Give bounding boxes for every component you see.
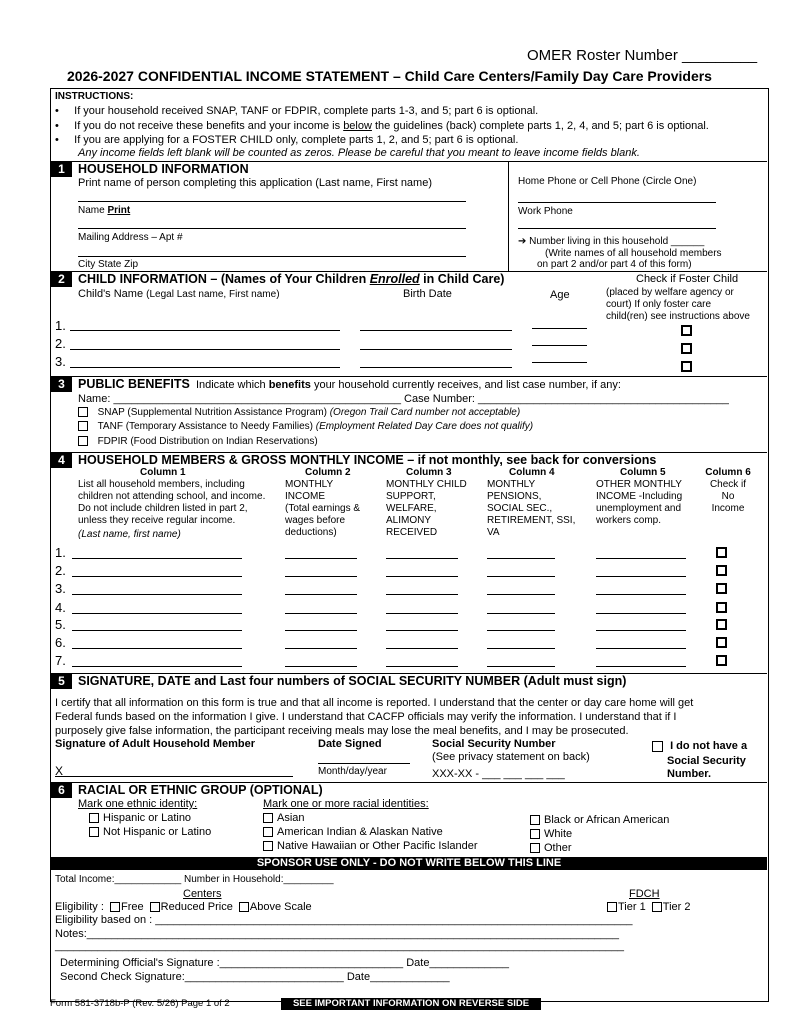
black-option[interactable] <box>530 814 669 826</box>
omer-roster-number: OMER Roster Number _________ <box>527 47 758 64</box>
col2-line-4: wages before <box>285 515 346 526</box>
foster-label-1: Check if Foster Child <box>636 273 739 285</box>
american-indian-label: American Indian & Alaskan Native <box>277 826 443 838</box>
total-income-line[interactable]: Total Income:____________ Number in Household:_________ <box>55 874 334 885</box>
income-column-5-line[interactable] <box>596 576 686 577</box>
tanf-label: TANF (Temporary Assistance to Needy Families) <box>97 421 313 432</box>
ssn-label: Social Security Number <box>432 738 556 750</box>
mailing-line[interactable] <box>78 228 466 229</box>
s2-title-post: in Child Care) <box>419 272 505 286</box>
living-text: Number living in this household ______ <box>529 236 705 247</box>
col1-line-2: children not attending school, and income. <box>78 491 266 502</box>
tier-2-label: Tier 2 <box>662 901 691 913</box>
date-signed-line[interactable] <box>318 763 410 764</box>
not-hispanic-option[interactable] <box>89 826 211 838</box>
eligibility-row <box>55 901 312 913</box>
form-title: 2026-2027 CONFIDENTIAL INCOME STATEMENT – Child Care Centers/Family Day Care Providers <box>67 68 712 84</box>
foster-checkbox[interactable] <box>681 325 692 336</box>
col4-line-5: VA <box>487 527 500 538</box>
col6-line-1: Check if <box>709 479 747 490</box>
snap-label: SNAP (Supplemental Nutrition Assistance Program) <box>97 407 327 418</box>
instruction-item-2: • If you do not receive these benefits and your income is below the guidelines (back) complete parts 1, 2, 4, and 5; part 6 is optional. <box>55 120 709 132</box>
no-ssn-line-3: Number. <box>667 768 712 780</box>
reduced-label: Reduced Price <box>160 901 233 913</box>
foster-label-3: court) If only foster care <box>606 299 712 310</box>
centers-label: Centers <box>183 888 222 900</box>
ethnic-identity-label: Mark one ethnic identity: <box>78 798 198 810</box>
income-column-4-line[interactable] <box>487 594 555 595</box>
section-1-vdivider <box>508 162 509 272</box>
col5-line-3: unemployment and <box>596 503 682 514</box>
no-ssn-checkbox[interactable] <box>652 741 663 752</box>
col3-line-3: WELFARE, <box>386 503 437 514</box>
income-column-4-line[interactable] <box>487 666 555 667</box>
col1-line-3: Do not include children listed in part 2, <box>78 503 248 514</box>
work-phone-label: Work Phone <box>518 206 573 217</box>
col1-line-1: List all household members, including <box>78 479 245 490</box>
notes-line[interactable]: Notes:_______________________________________________________________________________________ <box>55 928 620 940</box>
no-income-checkbox[interactable] <box>716 547 727 558</box>
determining-official-line[interactable]: Determining Official's Signature :______________________________ Date_____________ <box>60 957 509 969</box>
income-column-3-line[interactable] <box>386 666 458 667</box>
income-column-2-line[interactable] <box>285 630 357 631</box>
certification-line-3: purposely give false information, the participant receiving meals may lose the meal benefits, and I may be prosecuted. <box>55 725 629 737</box>
income-row-number: 5. <box>55 617 66 632</box>
col2-title: Column 2 <box>305 467 351 478</box>
ssn-field[interactable]: XXX-XX - ___ ___ ___ ___ <box>432 768 565 780</box>
col4-line-2: PENSIONS, <box>487 491 542 502</box>
black-label: Black or African American <box>544 814 670 826</box>
signature-line[interactable] <box>55 776 293 777</box>
income-row-number: 3. <box>55 581 66 596</box>
income-column-5-line[interactable] <box>596 594 686 595</box>
section-number-5: 5 <box>51 674 72 689</box>
eligibility-label: Eligibility : <box>55 901 104 913</box>
col4-title: Column 4 <box>509 467 555 478</box>
instruction-text-2-below: below <box>343 120 372 132</box>
income-column-2-line[interactable] <box>285 576 357 577</box>
above-scale-label: Above Scale <box>249 901 312 913</box>
childs-name: Child's Name <box>78 288 144 300</box>
snap-note: (Oregon Trail Card number not acceptable) <box>329 407 521 418</box>
tier-1-checkbox[interactable] <box>607 902 617 912</box>
income-column-3-line[interactable] <box>386 630 458 631</box>
print-name-label: Print name of person completing this application (Last name, First name) <box>78 177 432 189</box>
no-ssn-line-2: Social Security <box>667 755 746 767</box>
foster-label-2: (placed by welfare agency or <box>606 287 734 298</box>
income-row-number: 4. <box>55 600 66 615</box>
instruction-note: Any income fields left blank will be counted as zeros. Please be careful that you meant to leave income fields blank. <box>78 147 640 159</box>
child-birth-line[interactable] <box>360 367 512 368</box>
white-option[interactable] <box>530 828 572 840</box>
column-1-header <box>78 467 265 541</box>
income-column-2-line[interactable] <box>285 666 357 667</box>
instructions-heading: INSTRUCTIONS: <box>55 91 134 102</box>
black-checkbox[interactable] <box>530 815 540 825</box>
col5-title: Column 5 <box>620 467 666 478</box>
member-name-line[interactable] <box>72 666 242 667</box>
tier-1-label: Tier 1 <box>618 901 646 913</box>
snap-checkbox[interactable] <box>78 407 88 417</box>
col3-line-2: SUPPORT, <box>386 491 436 502</box>
white-checkbox[interactable] <box>530 829 540 839</box>
racial-label-text: Mark one or more racial identities: <box>263 798 429 810</box>
col1-title: Column 1 <box>140 467 186 478</box>
instruction-text-2-pre: If you do not receive these benefits and your income is <box>74 120 344 132</box>
no-ssn-line-1: I do not have a <box>670 740 748 752</box>
income-column-2-line[interactable] <box>285 648 357 649</box>
col6-line-3: Income <box>711 503 745 514</box>
date-signed-label: Date Signed <box>318 738 382 750</box>
not-hispanic-checkbox[interactable] <box>89 827 99 837</box>
income-column-5-line[interactable] <box>596 613 686 614</box>
american-indian-checkbox[interactable] <box>263 827 273 837</box>
home-phone-label: Home Phone or Cell Phone (Circle One) <box>518 176 697 187</box>
hispanic-label: Hispanic or Latino <box>103 812 192 824</box>
childs-name-label <box>78 288 280 300</box>
home-phone-line[interactable] <box>518 202 716 203</box>
col2-line-1: MONTHLY <box>285 479 334 490</box>
no-ssn-option[interactable] <box>652 740 747 752</box>
section-2-title <box>78 272 504 286</box>
pacific-islander-checkbox[interactable] <box>263 841 273 851</box>
s2-title-pre: CHILD INFORMATION – (Names of Your Children <box>78 272 370 286</box>
not-hispanic-label: Not Hispanic or Latino <box>103 826 212 838</box>
reverse-side-notice: SEE IMPORTANT INFORMATION ON REVERSE SIDE <box>281 998 541 1010</box>
city-line[interactable] <box>78 256 466 257</box>
tanf-checkbox[interactable] <box>78 421 88 431</box>
foster-checkbox[interactable] <box>681 343 692 354</box>
child-row-number-1: 1. <box>55 318 66 333</box>
section-number-3: 3 <box>51 377 72 392</box>
s2-title-enrolled: Enrolled <box>369 272 420 286</box>
section-5-title: SIGNATURE, DATE and Last four numbers of SOCIAL SECURITY NUMBER (Adult must sign) <box>78 674 627 688</box>
income-column-3-line[interactable] <box>386 558 458 559</box>
column-5-header <box>596 467 682 527</box>
arrow-icon: ➔ <box>518 236 527 247</box>
member-name-line[interactable] <box>72 648 242 649</box>
col5-line-1: OTHER MONTHLY <box>596 479 682 490</box>
member-name-line[interactable] <box>72 576 242 577</box>
household-count-label <box>518 236 704 247</box>
instruction-text-3: If you are applying for a FOSTER CHILD only, complete parts 1, 2, and 5; part 6 is optional. <box>74 134 519 146</box>
income-column-4-line[interactable] <box>487 613 555 614</box>
s3-desc-post: your household currently receives, and list case number, if any: <box>310 379 621 391</box>
free-checkbox[interactable] <box>110 902 120 912</box>
child-birth-line[interactable] <box>360 349 512 350</box>
child-name-line[interactable] <box>70 367 340 368</box>
racial-identity-label <box>263 798 429 810</box>
col3-line-1: MONTHLY CHILD <box>386 479 467 490</box>
foster-checkbox[interactable] <box>681 361 692 372</box>
member-name-line[interactable] <box>72 558 242 559</box>
income-column-3-line[interactable] <box>386 576 458 577</box>
ssn-sub-label: (See privacy statement on back) <box>432 751 590 763</box>
tier-row <box>607 901 691 913</box>
income-row-number: 2. <box>55 563 66 578</box>
other-label: Other <box>544 842 572 854</box>
income-column-2-line[interactable] <box>285 613 357 614</box>
no-income-checkbox[interactable] <box>716 565 727 576</box>
no-income-checkbox[interactable] <box>716 602 727 613</box>
col2-line-2: INCOME <box>285 491 325 502</box>
child-name-line[interactable] <box>70 349 340 350</box>
col2-line-5: deductions) <box>285 527 337 538</box>
hispanic-checkbox[interactable] <box>89 813 99 823</box>
section-number-6: 6 <box>51 783 72 798</box>
no-income-checkbox[interactable] <box>716 655 727 666</box>
col5-line-4: workers comp. <box>596 515 662 526</box>
s3-desc-pre: Indicate which <box>195 379 269 391</box>
member-name-line[interactable] <box>72 630 242 631</box>
age-label: Age <box>550 289 570 301</box>
income-column-3-line[interactable] <box>386 648 458 649</box>
reduced-checkbox[interactable] <box>150 902 160 912</box>
income-column-5-line[interactable] <box>596 630 686 631</box>
above-scale-checkbox[interactable] <box>239 902 249 912</box>
benefit-name-case-line[interactable]: Name: _______________________________________________ Case Number: _________________________________________ <box>78 393 729 405</box>
col2-line-3: (Total earnings & <box>285 503 361 514</box>
signature-label: Signature of Adult Household Member <box>55 738 256 750</box>
income-column-2-line[interactable] <box>285 594 357 595</box>
childs-name-sub: (Legal Last name, First name) <box>146 289 280 300</box>
member-name-line[interactable] <box>72 594 242 595</box>
fdpir-label: FDPIR (Food Distribution on Indian Reservations) <box>97 436 318 447</box>
col6-line-2: No <box>721 491 735 502</box>
city-state-zip-label: City State Zip <box>78 259 139 270</box>
hispanic-option[interactable] <box>89 812 191 824</box>
no-income-checkbox[interactable] <box>716 619 727 630</box>
tier-2-checkbox[interactable] <box>652 902 662 912</box>
section-number-2: 2 <box>51 272 72 287</box>
income-column-5-line[interactable] <box>596 666 686 667</box>
income-column-4-line[interactable] <box>487 558 555 559</box>
name-print-label <box>78 205 130 216</box>
col4-line-3: SOCIAL SEC., <box>487 503 553 514</box>
no-income-checkbox[interactable] <box>716 637 727 648</box>
column-4-header <box>487 467 575 539</box>
income-column-2-line[interactable] <box>285 558 357 559</box>
income-column-5-line[interactable] <box>596 648 686 649</box>
living-note-2: on part 2 and/or part 4 of this form) <box>537 259 692 270</box>
certification-line-1: I certify that all information on this form is true and that all income is reported. I understand that the center or day care home will get <box>55 697 694 709</box>
income-column-4-line[interactable] <box>487 630 555 631</box>
other-checkbox[interactable] <box>530 843 540 853</box>
name-line[interactable] <box>78 201 466 202</box>
white-label: White <box>544 828 573 840</box>
col5-line-2: INCOME -Including <box>596 491 683 502</box>
month-day-year-label: Month/day/year <box>318 766 387 777</box>
asian-option[interactable] <box>263 812 305 824</box>
col1-line-5: (Last name, first name) <box>78 529 181 540</box>
second-check-line[interactable]: Second Check Signature:__________________________ Date_____________ <box>60 971 450 983</box>
asian-label: Asian <box>277 812 305 824</box>
income-column-5-line[interactable] <box>596 558 686 559</box>
income-column-3-line[interactable] <box>386 613 458 614</box>
print-label: Print <box>107 205 131 216</box>
tanf-option[interactable] <box>78 421 533 432</box>
eligibility-based-on-line[interactable]: Eligibility based on : ______________________________________________________________________________ <box>55 914 633 926</box>
fdch-label: FDCH <box>629 888 660 900</box>
column-6-header <box>704 467 752 515</box>
free-label: Free <box>120 901 144 913</box>
col4-line-4: RETIREMENT, SSI, <box>487 515 576 526</box>
instruction-text-2-post: the guidelines (back) complete parts 1, 2, 4, and 5; part 6 is optional. <box>371 120 709 132</box>
child-row-number-3: 3. <box>55 354 66 369</box>
col4-line-1: MONTHLY <box>487 479 536 490</box>
child-age-line[interactable] <box>532 345 587 346</box>
fdpir-checkbox[interactable] <box>78 436 88 446</box>
income-row-number: 7. <box>55 653 66 668</box>
living-note-1: (Write names of all household members <box>545 248 722 259</box>
section-3-header <box>78 377 621 391</box>
mailing-address-label: Mailing Address – Apt # <box>78 232 183 243</box>
section-number-1: 1 <box>51 162 72 177</box>
child-age-line[interactable] <box>532 328 587 329</box>
income-row-number: 6. <box>55 635 66 650</box>
signature-x: X <box>55 764 64 778</box>
form-number: Form 581-3718b-P (Rev. 5/26) Page 1 of 2 <box>50 998 230 1009</box>
child-name-line[interactable] <box>70 330 340 331</box>
section-3-title: PUBLIC BENEFITS <box>78 377 190 391</box>
child-row-number-2: 2. <box>55 336 66 351</box>
instruction-item-1: • If your household received SNAP, TANF or FDPIR, complete parts 1-3, and 5; part 6 is optional. <box>55 105 539 117</box>
pacific-islander-label: Native Hawaiian or Other Pacific Islander <box>277 840 478 852</box>
snap-option[interactable] <box>78 407 520 418</box>
instruction-item-3: • If you are applying for a FOSTER CHILD only, complete parts 1, 2, and 5; part 6 is optional. <box>55 134 519 146</box>
asian-checkbox[interactable] <box>263 813 273 823</box>
col1-line-4: unless they receive regular income. <box>78 515 236 526</box>
column-2-header <box>285 467 360 539</box>
sponsor-use-bar: SPONSOR USE ONLY - DO NOT WRITE BELOW THIS LINE <box>51 857 767 870</box>
pacific-islander-option[interactable] <box>263 840 478 852</box>
section-4-title: HOUSEHOLD MEMBERS & GROSS MONTHLY INCOME – if not monthly, see back for conversions <box>78 453 657 467</box>
income-column-3-line[interactable] <box>386 594 458 595</box>
income-column-4-line[interactable] <box>487 576 555 577</box>
col3-title: Column 3 <box>406 467 452 478</box>
child-birth-line[interactable] <box>360 330 512 331</box>
other-option[interactable] <box>530 842 572 854</box>
instruction-text-1: If your household received SNAP, TANF or FDPIR, complete parts 1-3, and 5; part 6 is optional. <box>74 105 539 117</box>
notes-line-2[interactable]: _____________________________________________________________________________________________ <box>55 940 624 952</box>
income-row-number: 1. <box>55 545 66 560</box>
fdpir-option[interactable] <box>78 436 318 447</box>
foster-label-4: child(ren) see instructions above <box>606 311 750 322</box>
certification-line-2: Federal funds based on the information I give. I understand that CACFP officials may verify the information. I understand that if I <box>55 711 677 723</box>
tanf-note: (Employment Related Day Care does not qualify) <box>315 421 534 432</box>
income-column-4-line[interactable] <box>487 648 555 649</box>
name-label: Name <box>78 205 108 216</box>
section-number-4: 4 <box>51 453 72 468</box>
col3-line-5: RECEIVED <box>386 527 438 538</box>
child-age-line[interactable] <box>532 362 587 363</box>
birth-date-label: Birth Date <box>403 288 452 300</box>
column-3-header <box>386 467 467 539</box>
member-name-line[interactable] <box>72 613 242 614</box>
section-1-title: HOUSEHOLD INFORMATION <box>78 162 249 176</box>
no-income-checkbox[interactable] <box>716 583 727 594</box>
col3-line-4: ALIMONY <box>386 515 432 526</box>
section-6-title: RACIAL OR ETHNIC GROUP (OPTIONAL) <box>78 783 323 797</box>
col6-title: Column 6 <box>705 467 751 478</box>
work-phone-line[interactable] <box>518 228 716 229</box>
s3-desc-benefits: benefits <box>268 379 311 391</box>
american-indian-option[interactable] <box>263 826 443 838</box>
